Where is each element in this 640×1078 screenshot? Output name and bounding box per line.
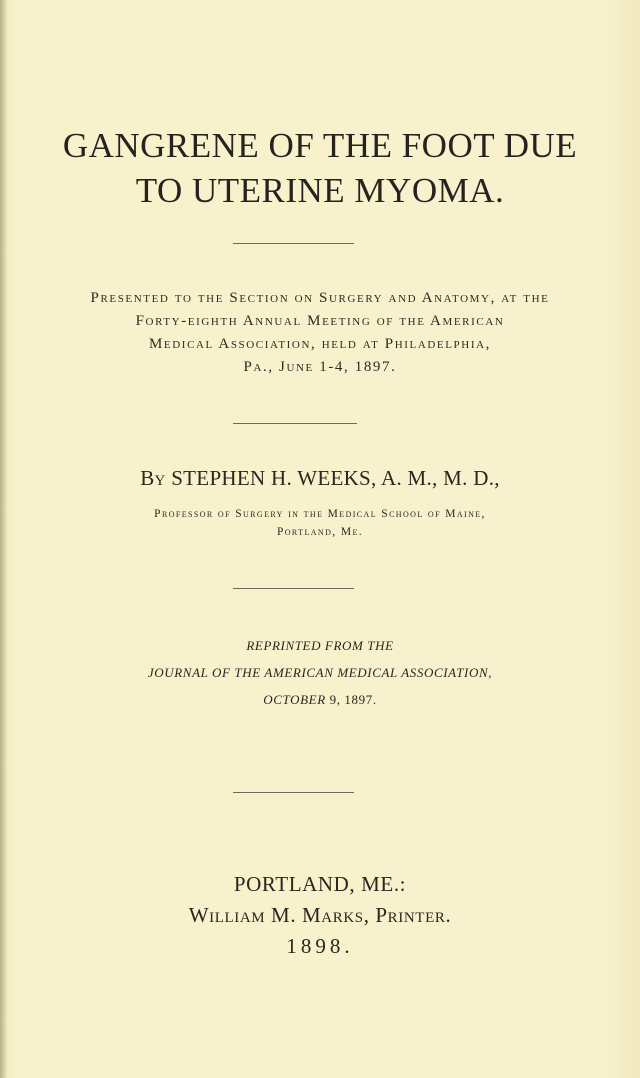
divider-rule xyxy=(233,423,357,424)
author-name: STEPHEN H. WEEKS, A. M., M. D., xyxy=(171,466,500,490)
presented-line-1: Presented to the Section on Surgery and Anatomy, at the xyxy=(90,290,550,306)
author-position xyxy=(0,505,640,541)
divider-rule xyxy=(233,792,354,793)
reprint-note xyxy=(0,632,640,713)
imprint-year: 1898. xyxy=(286,934,354,958)
imprint-printer: William M. Marks, Printer. xyxy=(188,903,452,927)
imprint xyxy=(0,869,640,962)
reprint-line-2: JOURNAL OF THE AMERICAN MEDICAL ASSOCIATION, xyxy=(147,665,493,680)
imprint-place: PORTLAND, ME.: xyxy=(233,872,407,896)
author-position-line-1: Professor of Surgery in the Medical School of Maine, xyxy=(154,508,486,520)
author-byline xyxy=(0,464,640,492)
document-title xyxy=(0,123,640,213)
presentation-statement xyxy=(0,287,640,379)
reprint-month: OCTOBER xyxy=(263,692,326,707)
byline-by: By xyxy=(140,466,166,490)
presented-line-4: Pa., June 1-4, 1897. xyxy=(243,359,397,375)
author-position-line-2: Portland, Me. xyxy=(276,526,364,538)
title-line-1: GANGRENE OF THE FOOT DUE xyxy=(62,126,578,165)
reprint-line-3 xyxy=(0,686,640,713)
presented-line-3: Medical Association, held at Philadelphia, xyxy=(149,336,491,352)
reprint-date: 9, 1897. xyxy=(329,692,377,707)
reprint-line-1: REPRINTED FROM THE xyxy=(246,638,394,653)
divider-rule xyxy=(233,243,354,244)
title-line-2: TO UTERINE MYOMA. xyxy=(135,171,505,210)
divider-rule xyxy=(233,588,354,589)
presented-line-2: Forty-eighth Annual Meeting of the American xyxy=(135,313,505,329)
